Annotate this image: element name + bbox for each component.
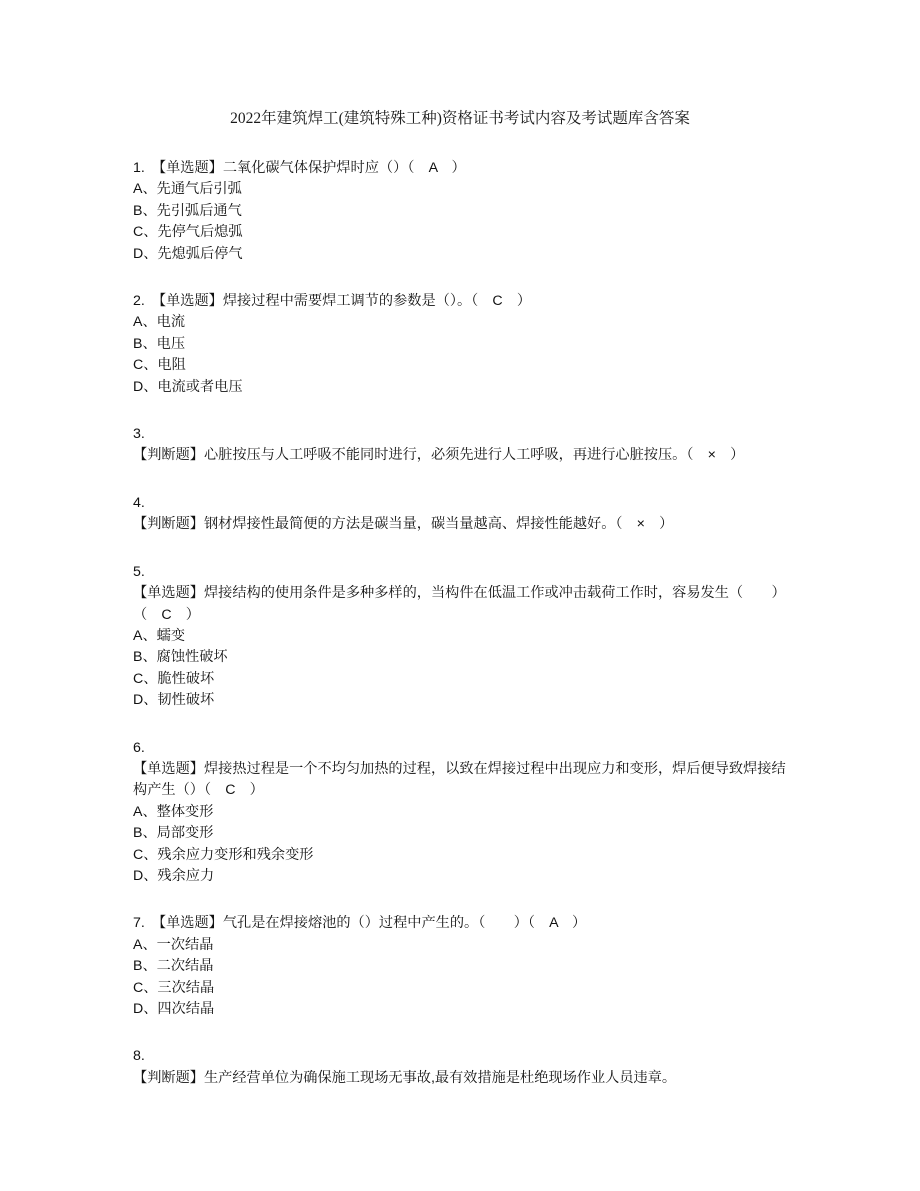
question-option: A、一次结晶	[133, 936, 214, 953]
question-number: 3.	[133, 426, 145, 443]
question-block	[133, 913, 787, 1020]
question-number: 4.	[133, 494, 145, 511]
question-option: B、腐蚀性破坏	[133, 649, 228, 666]
question-block	[133, 1046, 787, 1089]
page-title: 2022年建筑焊工(建筑特殊工种)资格证书考试内容及考试题库含答案	[230, 110, 690, 127]
question-option: D、四次结晶	[133, 1001, 215, 1017]
question-block	[133, 493, 787, 536]
question-option: C、脆性破坏	[133, 670, 215, 687]
question-block	[133, 738, 787, 888]
question-option: D、电流或者电压	[133, 378, 243, 395]
question-option: C、电阻	[133, 357, 186, 374]
question-stem: 1. 【单选题】二氧化碳气体保护焊时应（）（ A ）	[133, 160, 466, 176]
question-stem: 【单选题】焊接结构的使用条件是多种多样的，当构件在低温工作或冲击载荷工作时，容易发生（ ）（ C ）	[133, 585, 786, 623]
question-option: B、局部变形	[133, 825, 214, 842]
question-stem: 7. 【单选题】气孔是在焊接熔池的（）过程中产生的。（ ）（ A ）	[133, 915, 587, 932]
question-number: 5.	[133, 563, 145, 580]
question-option: C、先停气后熄弧	[133, 224, 243, 241]
question-option: C、三次结晶	[133, 979, 215, 996]
question-option: A、电流	[133, 314, 186, 331]
question-option: D、残余应力	[133, 867, 215, 884]
question-stem: 【判断题】心脏按压与人工呼吸不能同时进行，必须先进行人工呼吸，再进行心脏按压。（ × ）	[133, 447, 745, 464]
question-option: A、先通气后引弧	[133, 181, 242, 198]
question-block	[133, 424, 787, 467]
question-list	[133, 158, 787, 1089]
question-number: 6.	[133, 739, 145, 756]
question-option: C、残余应力变形和残余变形	[133, 846, 314, 863]
question-block	[133, 291, 787, 398]
question-stem: 2. 【单选题】焊接过程中需要焊工调节的参数是（）。（ C ）	[133, 293, 532, 310]
question-option: A、蠕变	[133, 627, 186, 644]
question-stem: 【单选题】焊接热过程是一个不均匀加热的过程，以致在焊接过程中出现应力和变形，焊后便导致焊接结构产生（）（ C ）	[133, 760, 786, 799]
question-option: B、电压	[133, 335, 186, 352]
question-stem: 【判断题】钢材焊接性最简便的方法是碳当量，碳当量越高、焊接性能越好。（ × ）	[133, 516, 674, 533]
question-block	[133, 158, 787, 265]
question-option: B、二次结晶	[133, 958, 214, 975]
question-option: D、先熄弧后停气	[133, 245, 243, 262]
question-option: D、韧性破坏	[133, 692, 215, 709]
question-stem: 【判断题】生产经营单位为确保施工现场无事故,最有效措施是杜绝现场作业人员违章。	[133, 1069, 677, 1086]
question-option: A、整体变形	[133, 803, 214, 820]
question-number: 8.	[133, 1048, 145, 1065]
question-option: B、先引弧后通气	[133, 202, 242, 219]
question-block	[133, 562, 787, 712]
